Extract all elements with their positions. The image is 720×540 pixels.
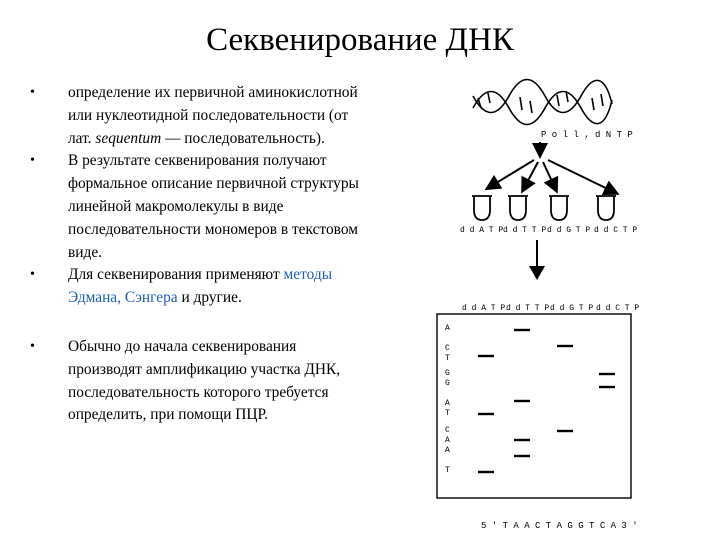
read-sequence: 5 ' T A A C T A G G T C A 3 '	[481, 521, 638, 531]
gel-bands	[478, 330, 615, 472]
bullet-text-tail: и другие.	[177, 289, 242, 307]
gel-letter: A	[445, 436, 450, 445]
bullet-icon: •	[30, 153, 35, 169]
gel-box	[437, 314, 631, 498]
tube-icon	[596, 196, 616, 220]
methods-link[interactable]: методы Эдмана, Сэнгера	[68, 266, 333, 307]
tube-label-ddctp: d d C T P	[594, 226, 638, 235]
gel-header-ddgtp: d d G T P	[550, 304, 594, 313]
gel-header-ddttp: d d T T P	[506, 304, 550, 313]
gel-letter: A	[445, 324, 450, 333]
bullet-text: определение их первичной аминокислотной или нуклеотидной последовательности (от лат.	[68, 84, 358, 147]
slide-title: Секвенирование ДНК	[206, 22, 514, 58]
gel-letter: A	[445, 399, 450, 408]
tube-label-ddgtp: d d G T P	[547, 226, 591, 235]
tube-icon	[508, 196, 528, 220]
bullet-italic-term: sequentum	[95, 129, 162, 147]
gel-letter: G	[445, 369, 450, 378]
gel-letter: A	[445, 446, 450, 455]
gel-letter: T	[445, 466, 450, 475]
tube-icon	[549, 196, 569, 220]
gel-letter: T	[445, 409, 450, 418]
enzyme-label: P o l l , d N T P	[541, 130, 633, 140]
bullet-icon: •	[30, 85, 35, 100]
bullet-icon: •	[30, 267, 35, 283]
gel-letter: T	[445, 354, 450, 363]
bullet-text: Для секвенирования применяют	[68, 266, 284, 284]
dna-helix-icon	[473, 80, 612, 125]
bullet-text-tail: — последовательность).	[161, 129, 325, 147]
bullet-text: Обычно до начала секвенирования производят амплификацию участка ДНК, последовательность которого требуется определить, при помощи ПЦР.	[68, 337, 341, 424]
gel-header-ddatp: d d A T P	[462, 304, 506, 313]
reaction-tubes	[472, 196, 616, 220]
tube-label-ddttp: d d T T P	[503, 226, 547, 235]
tube-label-ddatp: d d A T P	[460, 226, 504, 235]
bullet-text: В результате секвенирования получают формальное описание первичной структуры линейной макромолекулы в виде последовательности мономеров в текстовом виде.	[68, 152, 359, 261]
gel-letter: G	[445, 379, 450, 388]
down-arrow-icon	[529, 240, 545, 280]
bullet-icon: •	[30, 338, 35, 354]
fanout-arrows	[488, 142, 616, 193]
gel-letter: C	[445, 426, 450, 435]
tube-icon	[472, 196, 492, 220]
gel-letters	[445, 324, 450, 475]
gel-letter: C	[445, 344, 450, 353]
gel-header-ddctp: d d C T P	[596, 304, 640, 313]
